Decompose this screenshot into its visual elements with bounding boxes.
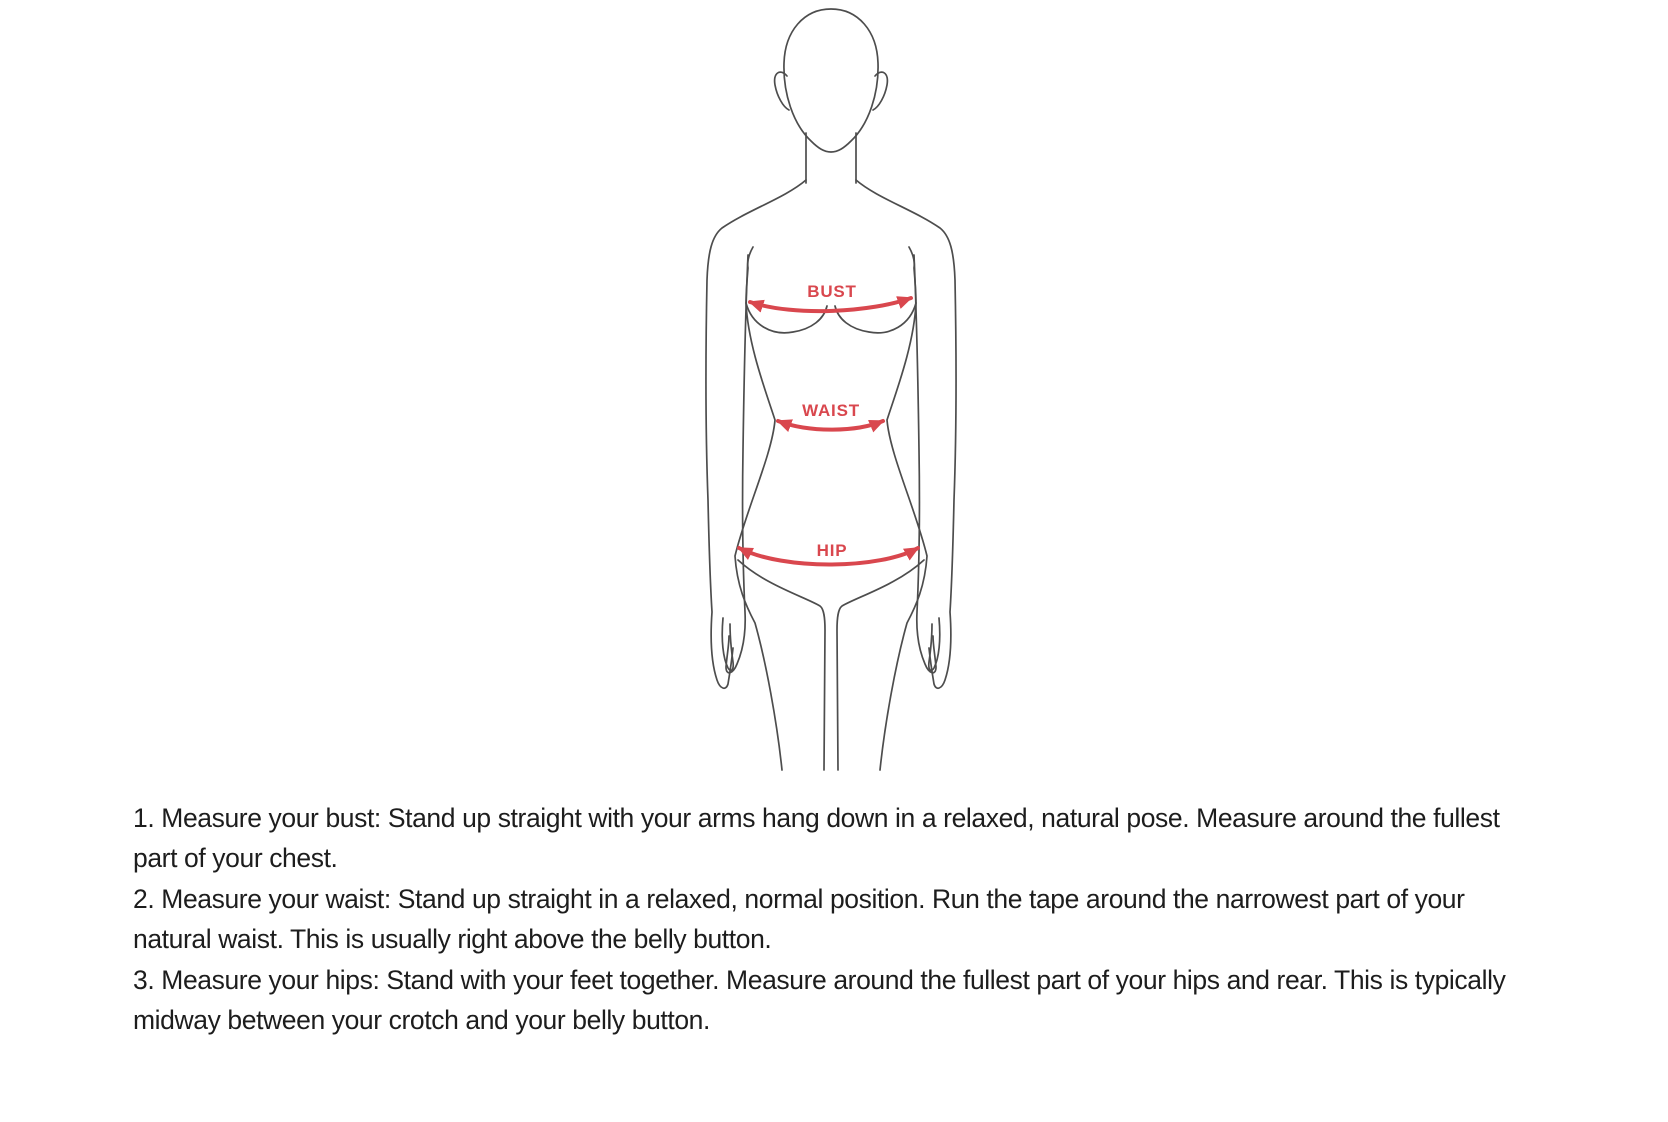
instruction-item-waist [133, 879, 1533, 960]
instruction-line: natural waist. This is usually right above the belly button. [133, 924, 772, 955]
waist-label: WAIST [802, 401, 860, 420]
instruction-line: midway between your crotch and your belly button. [133, 1005, 710, 1036]
head-outline [784, 9, 878, 152]
measurement-arrows [739, 298, 918, 565]
hip-label: HIP [816, 541, 848, 560]
body-measurement-diagram [660, 0, 1000, 772]
right-arm-inner-outline [914, 255, 936, 673]
right-inner-thigh-outline [837, 560, 924, 770]
waist-measure-arrow [778, 421, 883, 430]
left-arm-outline [706, 180, 806, 688]
left-bust-curve [746, 303, 827, 333]
left-arm-inner-outline [726, 255, 748, 673]
instruction-line: 1. Measure your bust: Stand up straight with your arms hang down in a relaxed, natural pose. Measure around the fullest [133, 803, 1500, 833]
instruction-item-hips [133, 960, 1533, 1041]
instruction-line: part of your chest. [133, 843, 338, 874]
body-figure-illustration [660, 0, 1000, 772]
measurement-instructions [133, 798, 1533, 1040]
instruction-line: 3. Measure your hips: Stand with your feet together. Measure around the fullest part of your hips and rear. This is typically [133, 964, 1506, 995]
left-inner-thigh-outline [738, 560, 825, 770]
bust-label: BUST [807, 282, 857, 301]
right-arm-outline [856, 180, 956, 688]
instruction-line: 2. Measure your waist: Stand up straight in a relaxed, normal position. Run the tape around the narrowest part of your [133, 883, 1465, 914]
instruction-item-bust [133, 798, 1533, 879]
body-outline [706, 9, 956, 770]
measurement-labels [802, 282, 860, 560]
